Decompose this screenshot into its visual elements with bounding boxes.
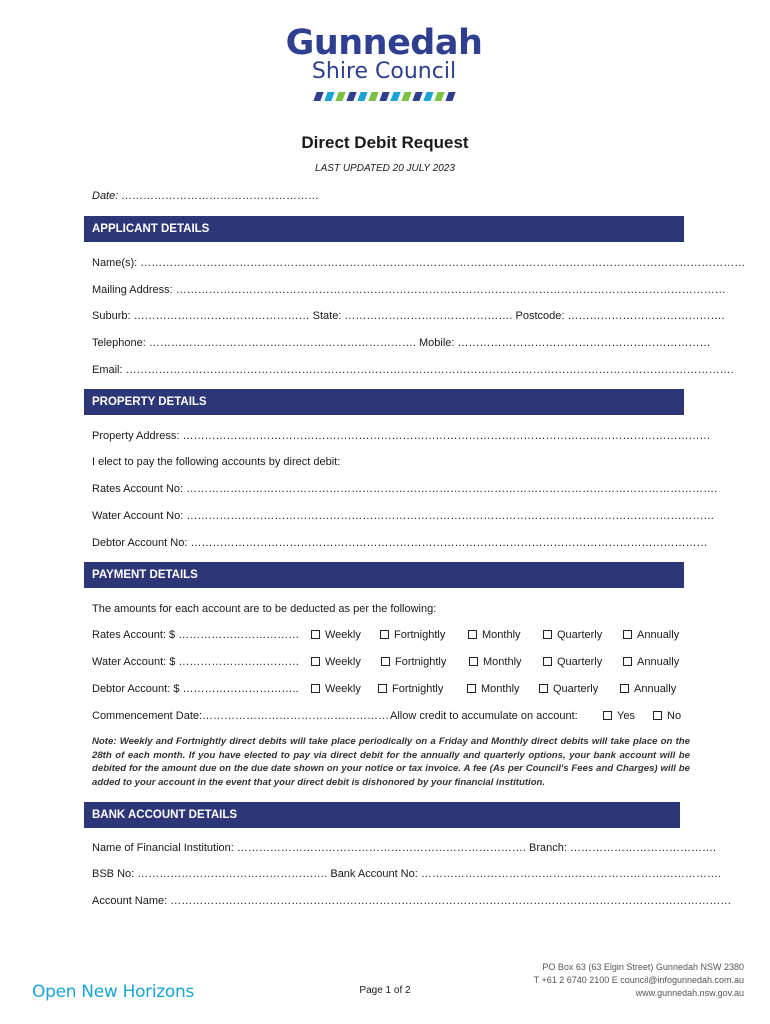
water-annually-option[interactable]: Annually [623, 656, 679, 668]
debtor-fortnightly-option[interactable]: Fortnightly [378, 683, 443, 695]
page-title: Direct Debit Request [301, 133, 469, 152]
suburb-state-postcode-field[interactable]: Suburb: ………………………………………… State: ………………………………………. Postcode: ……………………………………. [92, 310, 725, 322]
elect-statement: I elect to pay the following accounts by direct debit: [92, 456, 341, 468]
footer-address: PO Box 63 (63 Elgin Street) Gunnedah NSW 2380 [542, 962, 744, 972]
logo-stripe [412, 92, 422, 101]
logo-stripe [335, 92, 345, 101]
footer-slogan: Open New Horizons [32, 982, 195, 1002]
checkbox-icon[interactable] [603, 711, 612, 720]
logo-stripe [324, 92, 334, 101]
debtor-amount-field[interactable]: Debtor Account: $ ………………………….. [92, 683, 299, 695]
names-field[interactable]: Name(s): ………………………………………………………………………………………………………………………………………………… [92, 257, 746, 269]
footer-phone-email: T +61 2 6740 2100 E council@infogunnedah.com.au [533, 975, 744, 985]
checkbox-icon[interactable] [543, 657, 552, 666]
checkbox-icon[interactable] [653, 711, 662, 720]
checkbox-icon[interactable] [468, 630, 477, 639]
logo-stripe [445, 92, 455, 101]
logo-stripe [368, 92, 378, 101]
checkbox-icon[interactable] [311, 630, 320, 639]
logo-stripe [313, 92, 323, 101]
water-amount-field[interactable]: Water Account: $ …………………………… [92, 656, 300, 668]
checkbox-icon[interactable] [311, 657, 320, 666]
checkbox-icon[interactable] [543, 630, 552, 639]
debtor-monthly-option[interactable]: Monthly [467, 683, 520, 695]
credit-accumulate-label: Allow credit to accumulate on account: [390, 710, 578, 722]
payment-intro: The amounts for each account are to be deducted as per the following: [92, 603, 437, 615]
credit-no-option[interactable]: No [653, 710, 681, 722]
last-updated: LAST UPDATED 20 JULY 2023 [315, 163, 455, 174]
rates-amount-field[interactable]: Rates Account: $ …………………………… [92, 629, 300, 641]
checkbox-icon[interactable] [623, 657, 632, 666]
checkbox-icon[interactable] [620, 684, 629, 693]
logo-stripe [434, 92, 444, 101]
water-fortnightly-option[interactable]: Fortnightly [381, 656, 446, 668]
bank-account-details-header: BANK ACCOUNT DETAILS [84, 802, 680, 828]
property-details-header: PROPERTY DETAILS [84, 389, 684, 415]
bsb-account-no-field[interactable]: BSB No: ……………………………………………. Bank Account No: ………………………………………………………………………. [92, 868, 721, 880]
logo-stripe [379, 92, 389, 101]
rates-weekly-option[interactable]: Weekly [311, 629, 361, 641]
commencement-date-field[interactable]: Commencement Date:…………………………………………… [92, 710, 390, 722]
logo-wordmark: Gunnedah [285, 23, 483, 63]
account-name-field[interactable]: Account Name: ……………………………………………………………………………………………………………………………………… [92, 895, 732, 907]
debtor-annually-option[interactable]: Annually [620, 683, 676, 695]
water-account-no-field[interactable]: Water Account No: ……………………………………………………………………………………………………………………………… [92, 510, 715, 522]
water-weekly-option[interactable]: Weekly [311, 656, 361, 668]
payment-details-header: PAYMENT DETAILS [84, 562, 684, 588]
logo-stripe [357, 92, 367, 101]
applicant-details-header: APPLICANT DETAILS [84, 216, 684, 242]
rates-annually-option[interactable]: Annually [623, 629, 679, 641]
mailing-address-field[interactable]: Mailing Address: …………………………………………………………………………………………………………………………………… [92, 284, 726, 296]
logo-stripes [276, 92, 492, 101]
payment-note: Note: Weekly and Fortnightly direct debits will take place periodically on a Friday and Monthly direct debits will take place on the 28th of each month. If you have elected to pay via direct debit for the annually and quarterly options, your bank account will be debited for the amount due on the due date shown on your notice or tax invoice. A fee (As per Council's Fees and Charges) will be added to your account in the event that your direct debit is dishonored by your financial institution. [92, 736, 690, 788]
council-logo [276, 24, 492, 101]
logo-stripe [423, 92, 433, 101]
logo-stripe [401, 92, 411, 101]
debtor-quarterly-option[interactable]: Quarterly [539, 683, 598, 695]
checkbox-icon[interactable] [467, 684, 476, 693]
rates-monthly-option[interactable]: Monthly [468, 629, 521, 641]
rates-quarterly-option[interactable]: Quarterly [543, 629, 602, 641]
checkbox-icon[interactable] [539, 684, 548, 693]
debtor-account-no-field[interactable]: Debtor Account No: …………………………………………………………………………………………………………………………… [92, 537, 708, 549]
footer-website: www.gunnedah.nsw.gov.au [635, 988, 744, 998]
property-address-field[interactable]: Property Address: ……………………………………………………………………………………………………………………………… [92, 430, 711, 442]
water-monthly-option[interactable]: Monthly [469, 656, 522, 668]
telephone-mobile-field[interactable]: Telephone: ………………………………………………………………. Mobile: …………………………………………………………… [92, 337, 711, 349]
rates-fortnightly-option[interactable]: Fortnightly [380, 629, 445, 641]
checkbox-icon[interactable] [469, 657, 478, 666]
checkbox-icon[interactable] [623, 630, 632, 639]
logo-stripe [346, 92, 356, 101]
checkbox-icon[interactable] [381, 657, 390, 666]
footer-contact [534, 961, 744, 1000]
checkbox-icon[interactable] [378, 684, 387, 693]
email-field[interactable]: Email: …………………………………………………………………………………………………………………………………………………. [92, 364, 734, 376]
credit-yes-option[interactable]: Yes [603, 710, 635, 722]
logo-stripe [390, 92, 400, 101]
debtor-weekly-option[interactable]: Weekly [311, 683, 361, 695]
date-field[interactable]: Date: ……………………………………………… [92, 190, 320, 202]
logo-subtitle: Shire Council [311, 59, 457, 84]
financial-institution-field[interactable]: Name of Financial Institution: ……………………………………………………………………. Branch: …………………………………. [92, 842, 717, 854]
water-quarterly-option[interactable]: Quarterly [543, 656, 602, 668]
checkbox-icon[interactable] [380, 630, 389, 639]
rates-account-no-field[interactable]: Rates Account No: ………………………………………………………………………………………………………………………………. [92, 483, 718, 495]
checkbox-icon[interactable] [311, 684, 320, 693]
page-number: Page 1 of 2 [359, 985, 411, 996]
